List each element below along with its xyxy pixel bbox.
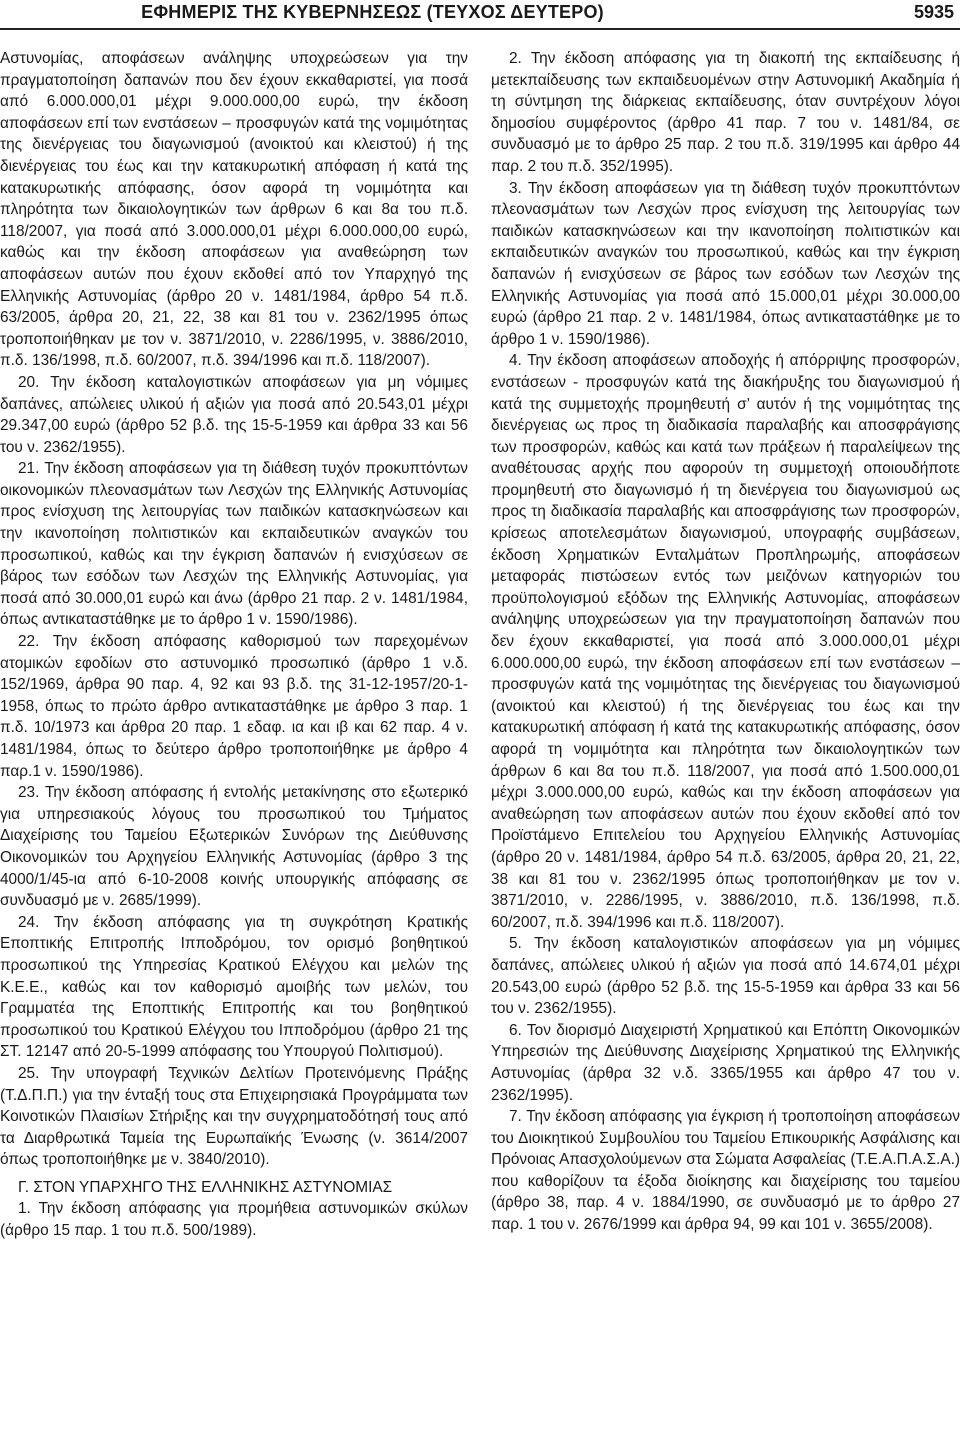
- page-header: [0, 0, 960, 30]
- paragraph-item-2: 2. Την έκδοση απόφασης για τη διακοπή της εκπαίδευσης ή μετεκπαίδευσης των εκπαιδευομένων στην Αστυνομική Ακαδημία ή τη σύντμηση της διάρκειας εκπαίδευσης, όταν συντρέχουν λόγοι δημοσίου συμφέροντος (άρθρο 41 παρ. 7 του ν. 1481/84, σε συνδυασμό με το άρθρο 25 παρ. 2 του π.δ. 319/1995 και άρθρο 44 παρ. 2 του π.δ. 352/1995).: [491, 50, 960, 175]
- paragraph-item-20: 20. Την έκδοση καταλογιστικών αποφάσεων για μη νόμιμες δαπάνες, απώλειες υλικού ή αξιών για ποσά από 20.543,01 μέχρι 29.347,00 ευρώ (άρθρο 52 β.δ. της 15-5-1959 και άρθρα 33 και 56 του ν. 2362/1955).: [0, 373, 468, 456]
- left-column: [0, 48, 468, 1242]
- paragraph-item-6: 6. Τον διορισμό Διαχειριστή Χρηματικού και Επόπτη Οικονομικών Υπηρεσιών της Διεύθυνσης Διαχείρισης Χρηματικού της Ελληνικής Αστυνομίας (άρθρα 32 ν.δ. 3365/1955 και άρθρο 47 του ν. 2362/1995).: [491, 1021, 960, 1104]
- paragraph-item-25: 25. Την υπογραφή Τεχνικών Δελτίων Προτεινόμενης Πράξης (Τ.Δ.Π.Π.) για την ένταξή τους στα Επιχειρησιακά Προγράμματα των Κοινοτικών Πλαισίων Στήριξης και την συγχρηματοδότησή τους από τα Διαρθρωτικά Ταμεία της Ευρωπαϊκής Ένωσης (ν. 3614/2007 όπως τροποποιήθηκε με ν. 3840/2010).: [0, 1064, 468, 1169]
- header-divider: [0, 28, 960, 30]
- paragraph-continuation: Αστυνομίας, αποφάσεων ανάληψης υποχρεώσεων για την πραγματοποίηση δαπανών που δεν έχουν εκκαθαριστεί, για ποσά από 6.000.000,01 μέχρι 9.000.000,00 ευρώ, την έκδοση αποφάσεων επί των ενστάσεων – προσφυγών κατά της νομιμότητας της διενέργειας του διαγωνισμού (ανοικτού και κλειστού) ή της διενέργειας του έως και την κατακυρωτική απόφαση ή κατά της κατακυρωτικής απόφασης, όσον αφορά τη νομιμότητα και πληρότητα των δικαιολογητικών των άρθρων 6 και 8α του π.δ. 118/2007, για ποσά από 3.000.000,01 μέχρι 6.000.000,00 ευρώ, καθώς και την έκδοση αποφάσεων για αναθεώρηση των αποφάσεων αυτών που έχουν εκδοθεί από τον Υπαρχηγό της Ελληνικής Αστυνομίας (άρθρο 20 ν. 1481/1984, άρθρο 54 π.δ. 63/2005, άρθρα 20, 21, 22, 38 και 81 του ν. 2362/1995 όπως τροποποιήθηκαν με τον ν. 3871/2010, ν. 2286/1995, ν. 3886/2010, π.δ. 136/1998, π.δ. 60/2007, π.δ. 394/1996 και π.δ. 118/2007).: [0, 50, 468, 370]
- paragraph-item-4: 4. Την έκδοση αποφάσεων αποδοχής ή απόρριψης προσφορών, ενστάσεων - προσφυγών κατά της διακήρυξης του διαγωνισμού ή κατά της συμμετοχής προμηθευτή σ’ αυτόν ή της νομιμότητας της διενέργειας ως προς τη διαδικασία παραλαβής και αποσφράγισης των προσφορών, καθώς και κατά των πράξεων ή παραλείψεων της αναθέτουσας αρχής που αφορούν τη συμμετοχή οποιουδήποτε προμηθευτή στο διαγωνισμό ή τη διενέργεια του διαγωνισμού ως προς τη διαδικασία παραλαβής και αποσφράγισης των προσφορών, κρίσεως αποτελεσμάτων διαγωνισμού, υπογραφής συμβάσεων, έκδοση Χρηματικών Ενταλμάτων Προπληρωμής, αποφάσεων μεταφοράς πιστώσεων εντός των μειζόνων κατηγοριών του προϋπολογισμού εξόδων της Ελληνικής Αστυνομίας, αποφάσεων ανάληψης υποχρεώσεων για την πραγματοποίηση δαπανών που δεν έχουν εκκαθαριστεί, για ποσά από 3.000.000,01 μέχρι 6.000.000,00 ευρώ, την έκδοση αποφάσεων επί των ενστάσεων – προσφυγών κατά της νομιμότητας της διενέργειας του διαγωνισμού (ανοικτού και κλειστού) ή της διενέργειας του έως και την κατακυρωτική απόφαση ή κατά της κατακυρωτικής απόφασης, όσον αφορά τη νομιμότητα και πληρότητα των δικαιολογητικών των άρθρων 6 και 8α του π.δ. 118/2007, για ποσά από 1.500.000,01 μέχρι 3.000.000,00 ευρώ, καθώς και την έκδοση αποφάσεων για αναθεώρηση των αποφάσεων αυτών που έχουν εκδοθεί από τον Προϊστάμενο Επιτελείου του Αρχηγείου Ελληνικής Αστυνομίας (άρθρο 20 ν. 1481/1984, άρθρο 54 π.δ. 63/2005, άρθρα 20, 21, 22, 38 και 81 του ν. 2362/1995 όπως τροποποιήθηκαν με τον ν. 3871/2010, ν. 2286/1995, ν. 3886/2010, π.δ. 136/1998, π.δ. 60/2007, π.δ. 394/1996 και π.δ. 118/2007).: [491, 352, 960, 931]
- right-column: [491, 48, 960, 1236]
- paragraph-item-3: 3. Την έκδοση αποφάσεων για τη διάθεση τυχόν προκυπτόντων πλεονασμάτων των Λεσχών προς ενίσχυση της λειτουργίας των παιδικών κατασκηνώσεων και την ικανοποίηση πολιτιστικών και εκπαιδευτικών αναγκών του προσωπικού, καθώς και την έγκριση δαπανών ή ενισχύσεων σε βάρος των εσόδων των Λεσχών της Ελληνικής Αστυνομίας για ποσά από 15.000,01 μέχρι 30.000,00 ευρώ (άρθρο 21 παρ. 2 ν. 1481/1984, όπως αντικαταστάθηκε με το άρθρο 1 ν. 1590/1986).: [491, 179, 960, 348]
- gazette-title: ΕΦΗΜΕΡΙΣ ΤΗΣ ΚΥΒΕΡΝΗΣΕΩΣ (ΤΕΥΧΟΣ ΔΕΥΤΕΡΟ): [141, 2, 604, 22]
- paragraph-item-1: 1. Την έκδοση απόφασης για προμήθεια αστυνομικών σκύλων (άρθρο 15 παρ. 1 του π.δ. 500/1989).: [0, 1200, 468, 1240]
- paragraph-item-22: 22. Την έκδοση απόφασης καθορισμού των παρεχομένων ατομικών εφοδίων στο αστυνομικό προσωπικό (άρθρο 1 ν.δ. 152/1969, άρθρα 90 παρ. 4, 92 και 93 β.δ. της 31-12-1957/20-1-1958, όπως το πρώτο άρθρο αντικαταστάθηκε με άρθρο 3 παρ. 1 π.δ. 10/1973 και άρθρα 20 παρ. 1 εδαφ. ια και ιβ και 62 παρ. 4 ν. 1481/1984, όπως το δεύτερο άρθρο τροποποιήθηκε με άρθρο 4 παρ.1 ν. 1590/1986).: [0, 633, 468, 780]
- page-number: 5935: [913, 2, 954, 22]
- paragraph-item-24: 24. Την έκδοση απόφασης για τη συγκρότηση Κρατικής Εποπτικής Επιτροπής Ιπποδρόμου, τον ορισμό βοηθητικού προσωπικού της Υπηρεσίας Κρατικού Ελέγχου και μελών της Κ.Ε.Ε., καθώς και τον καθορισμό αμοιβής των μελών, του Γραμματέα της Εποπτικής Επιτροπής και του βοηθητικού προσωπικού του Κρατικού Ελέγχου του Ιπποδρόμου (άρθρο 21 της ΣΤ. 12147 από 20-5-1999 απόφασης του Υπουργού Πολιτισμού).: [0, 913, 468, 1061]
- paragraph-item-5: 5. Την έκδοση καταλογιστικών αποφάσεων για μη νόμιμες δαπάνες, απώλειες υλικού ή αξιών για ποσά από 14.674,01 μέχρι 20.543,00 ευρώ (άρθρο 52 β.δ. της 15-5-1959 και άρθρα 33 και 56 του ν. 2362/1955).: [491, 935, 960, 1018]
- paragraph-item-21: 21. Την έκδοση αποφάσεων για τη διάθεση τυχόν προκυπτόντων οικονομικών πλεονασμάτων των Λεσχών της Ελληνικής Αστυνομίας προς ενίσχυση της λειτουργίας των παιδικών κατασκηνώσεων και την ικανοποίηση πολιτιστικών και εκπαιδευτικών αναγκών του προσωπικού, καθώς και την έγκριση δαπανών ή ενισχύσεων σε βάρος των εσόδων των Λεσχών της Ελληνικής Αστυνομίας, για ποσά από 30.000,01 ευρώ και άνω (άρθρο 21 παρ. 2 ν. 1481/1984, όπως αντικαταστάθηκε με το άρθρο 1 ν. 1590/1986).: [0, 460, 468, 629]
- paragraph-item-7: 7. Την έκδοση απόφασης για έγκριση ή τροποποίηση αποφάσεων του Διοικητικού Συμβουλίου του Ταμείου Επικουρικής Ασφάλισης και Πρόνοιας Απασχολούμενων στα Σώματα Ασφαλείας (Τ.Ε.Α.Π.Α.Σ.Α.) που καθορίζουν τα έξοδα διοίκησης και διαχείρισης του ταμείου (άρθρο 38, παρ. 4 ν. 1884/1990, σε συνδυασμό με το άρθρο 27 παρ. 1 του ν. 2676/1999 και άρθρα 94, 99 και 101 ν. 3655/2008).: [491, 1108, 960, 1234]
- section-heading: Γ. ΣΤΟΝ ΥΠΑΡΧΗΓΟ ΤΗΣ ΕΛΛΗΝΙΚΗΣ ΑΣΤΥΝΟΜΙΑΣ: [18, 1178, 393, 1196]
- paragraph-item-23: 23. Την έκδοση απόφασης ή εντολής μετακίνησης στο εξωτερικό για υπηρεσιακούς λόγους του προσωπικού του Τμήματος Διαχείρισης του Ταμείου Εξωτερικών Συνόρων της Διεύθυνσης Οικονομικών του Αρχηγείου Ελληνικής Αστυνομίας (άρθρο 3 της 4000/1/45-ια από 6-10-2008 κοινής υπουργικής απόφασης σε συνδυασμό με ν. 2685/1999).: [0, 784, 468, 910]
